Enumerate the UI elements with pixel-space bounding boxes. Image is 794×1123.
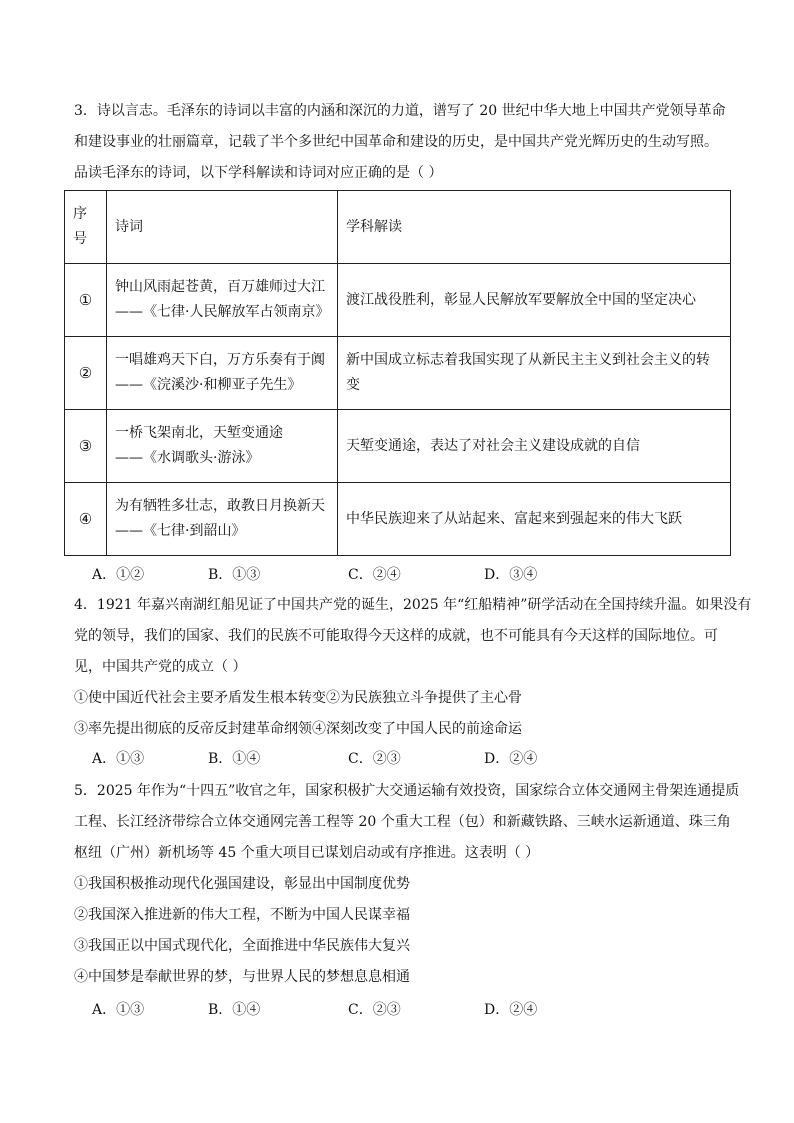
question-5-choices: [92, 998, 712, 1022]
statement-option: ②我国深入推进新的伟大工程，不断为中国人民谋幸福: [74, 907, 410, 923]
header-reading: 学科解读: [338, 191, 731, 264]
poem-cell: [107, 337, 338, 410]
choice-b[interactable]: B．①③: [208, 567, 261, 583]
choice-a[interactable]: A．①③: [92, 1002, 145, 1018]
row-number: ①: [65, 264, 107, 337]
question-5-line: 5．2025 年作为“十四五”收官之年，国家积极扩大交通运输有效投资，国家综合立体交通网主骨架连通提质: [74, 783, 740, 799]
reading-cell: 天堑变通途，表达了对社会主义建设成就的自信: [338, 410, 731, 483]
row-number: ②: [65, 337, 107, 410]
poem-cell: [107, 483, 338, 556]
poem-line: 钟山风雨起苍黄，百万雄师过大江: [115, 279, 325, 295]
table-row: [65, 483, 731, 556]
choice-d[interactable]: D．②④: [484, 751, 538, 767]
poem-source: ——《浣溪沙·和柳亚子先生》: [115, 377, 302, 393]
statement-option: ③我国正以中国式现代化，全面推进中华民族伟大复兴: [74, 938, 410, 954]
table-row: [65, 337, 731, 410]
question-3-line: 和建设事业的壮丽篇章，记载了半个多世纪中国革命和建设的历史，是中国共产党光辉历史的生动写照。: [74, 134, 718, 150]
choice-b[interactable]: B．①④: [208, 1002, 261, 1018]
choice-d[interactable]: D．③④: [484, 567, 538, 583]
question-4-choices: [92, 747, 712, 771]
poem-source: ——《水调歌头·游泳》: [115, 450, 260, 466]
reading-cell: 新中国成立标志着我国实现了从新民主主义到社会主义的转变: [338, 337, 731, 410]
poem-line: 为有牺牲多壮志，敢教日月换新天: [115, 498, 325, 514]
question-4-line: 党的领导，我们的国家、我们的民族不可能取得今天这样的成就，也不可能具有今天这样的国际地位。可: [74, 628, 718, 644]
statement-option: ①我国积极推动现代化强国建设，彰显出中国制度优势: [74, 876, 410, 892]
choice-a[interactable]: A．①②: [92, 567, 145, 583]
choice-c[interactable]: C．②④: [348, 567, 401, 583]
poem-table: [64, 190, 731, 556]
question-3-line: 3．诗以言志。毛泽东的诗词以丰富的内涵和深沉的力道，谱写了 20 世纪中华大地上中国共产党领导革命: [74, 103, 726, 119]
choice-a[interactable]: A．①③: [92, 751, 145, 767]
question-3-choices: [92, 563, 712, 587]
row-number: ③: [65, 410, 107, 483]
choice-c[interactable]: C．②③: [348, 1002, 401, 1018]
question-5-line: 工程、长江经济带综合立体交通网完善工程等 20 个重大工程（包）和新藏铁路、三峡水运新通道、珠三角: [74, 814, 731, 830]
question-3-line: 品读毛泽东的诗词，以下学科解读和诗词对应正确的是（ ）: [74, 165, 443, 181]
statement-option: ③率先提出彻底的反帝反封建革命纲领④深刻改变了中国人民的前途命运: [74, 721, 522, 737]
header-poem: 诗词: [107, 191, 338, 264]
question-4-line: 见，中国共产党的成立（ ）: [74, 659, 247, 675]
question-5-line: 枢纽（广州）新机场等 45 个重大项目已谋划启动或有序推进。这表明（ ）: [74, 845, 540, 861]
statement-option: ①使中国近代社会主要矛盾发生根本转变②为民族独立斗争提供了主心骨: [74, 690, 522, 706]
header-num: 序号: [65, 191, 107, 264]
poem-source: ——《七律·到韶山》: [115, 523, 246, 539]
poem-source: ——《七律·人民解放军占领南京》: [115, 304, 330, 320]
table-row: [65, 264, 731, 337]
poem-line: 一桥飞架南北，天堑变通途: [115, 425, 283, 441]
table-header-row: [65, 191, 731, 264]
poem-cell: [107, 410, 338, 483]
row-number: ④: [65, 483, 107, 556]
question-3-stem: [74, 96, 724, 189]
table-row: [65, 410, 731, 483]
question-4-stem: [74, 590, 752, 745]
poem-line: 一唱雄鸡天下白，万方乐奏有于阗: [115, 352, 325, 368]
choice-c[interactable]: C．②③: [348, 751, 401, 767]
choice-b[interactable]: B．①④: [208, 751, 261, 767]
question-5-stem: [74, 776, 740, 993]
reading-cell: 渡江战役胜利，彰显人民解放军要解放全中国的坚定决心: [338, 264, 731, 337]
question-4-line: 4．1921 年嘉兴南湖红船见证了中国共产党的诞生，2025 年“红船精神”研学活动在全国持续升温。如果没有: [74, 597, 752, 613]
statement-option: ④中国梦是奉献世界的梦，与世界人民的梦想息息相通: [74, 969, 410, 985]
poem-cell: [107, 264, 338, 337]
reading-cell: 中华民族迎来了从站起来、富起来到强起来的伟大飞跃: [338, 483, 731, 556]
choice-d[interactable]: D．②④: [484, 1002, 538, 1018]
